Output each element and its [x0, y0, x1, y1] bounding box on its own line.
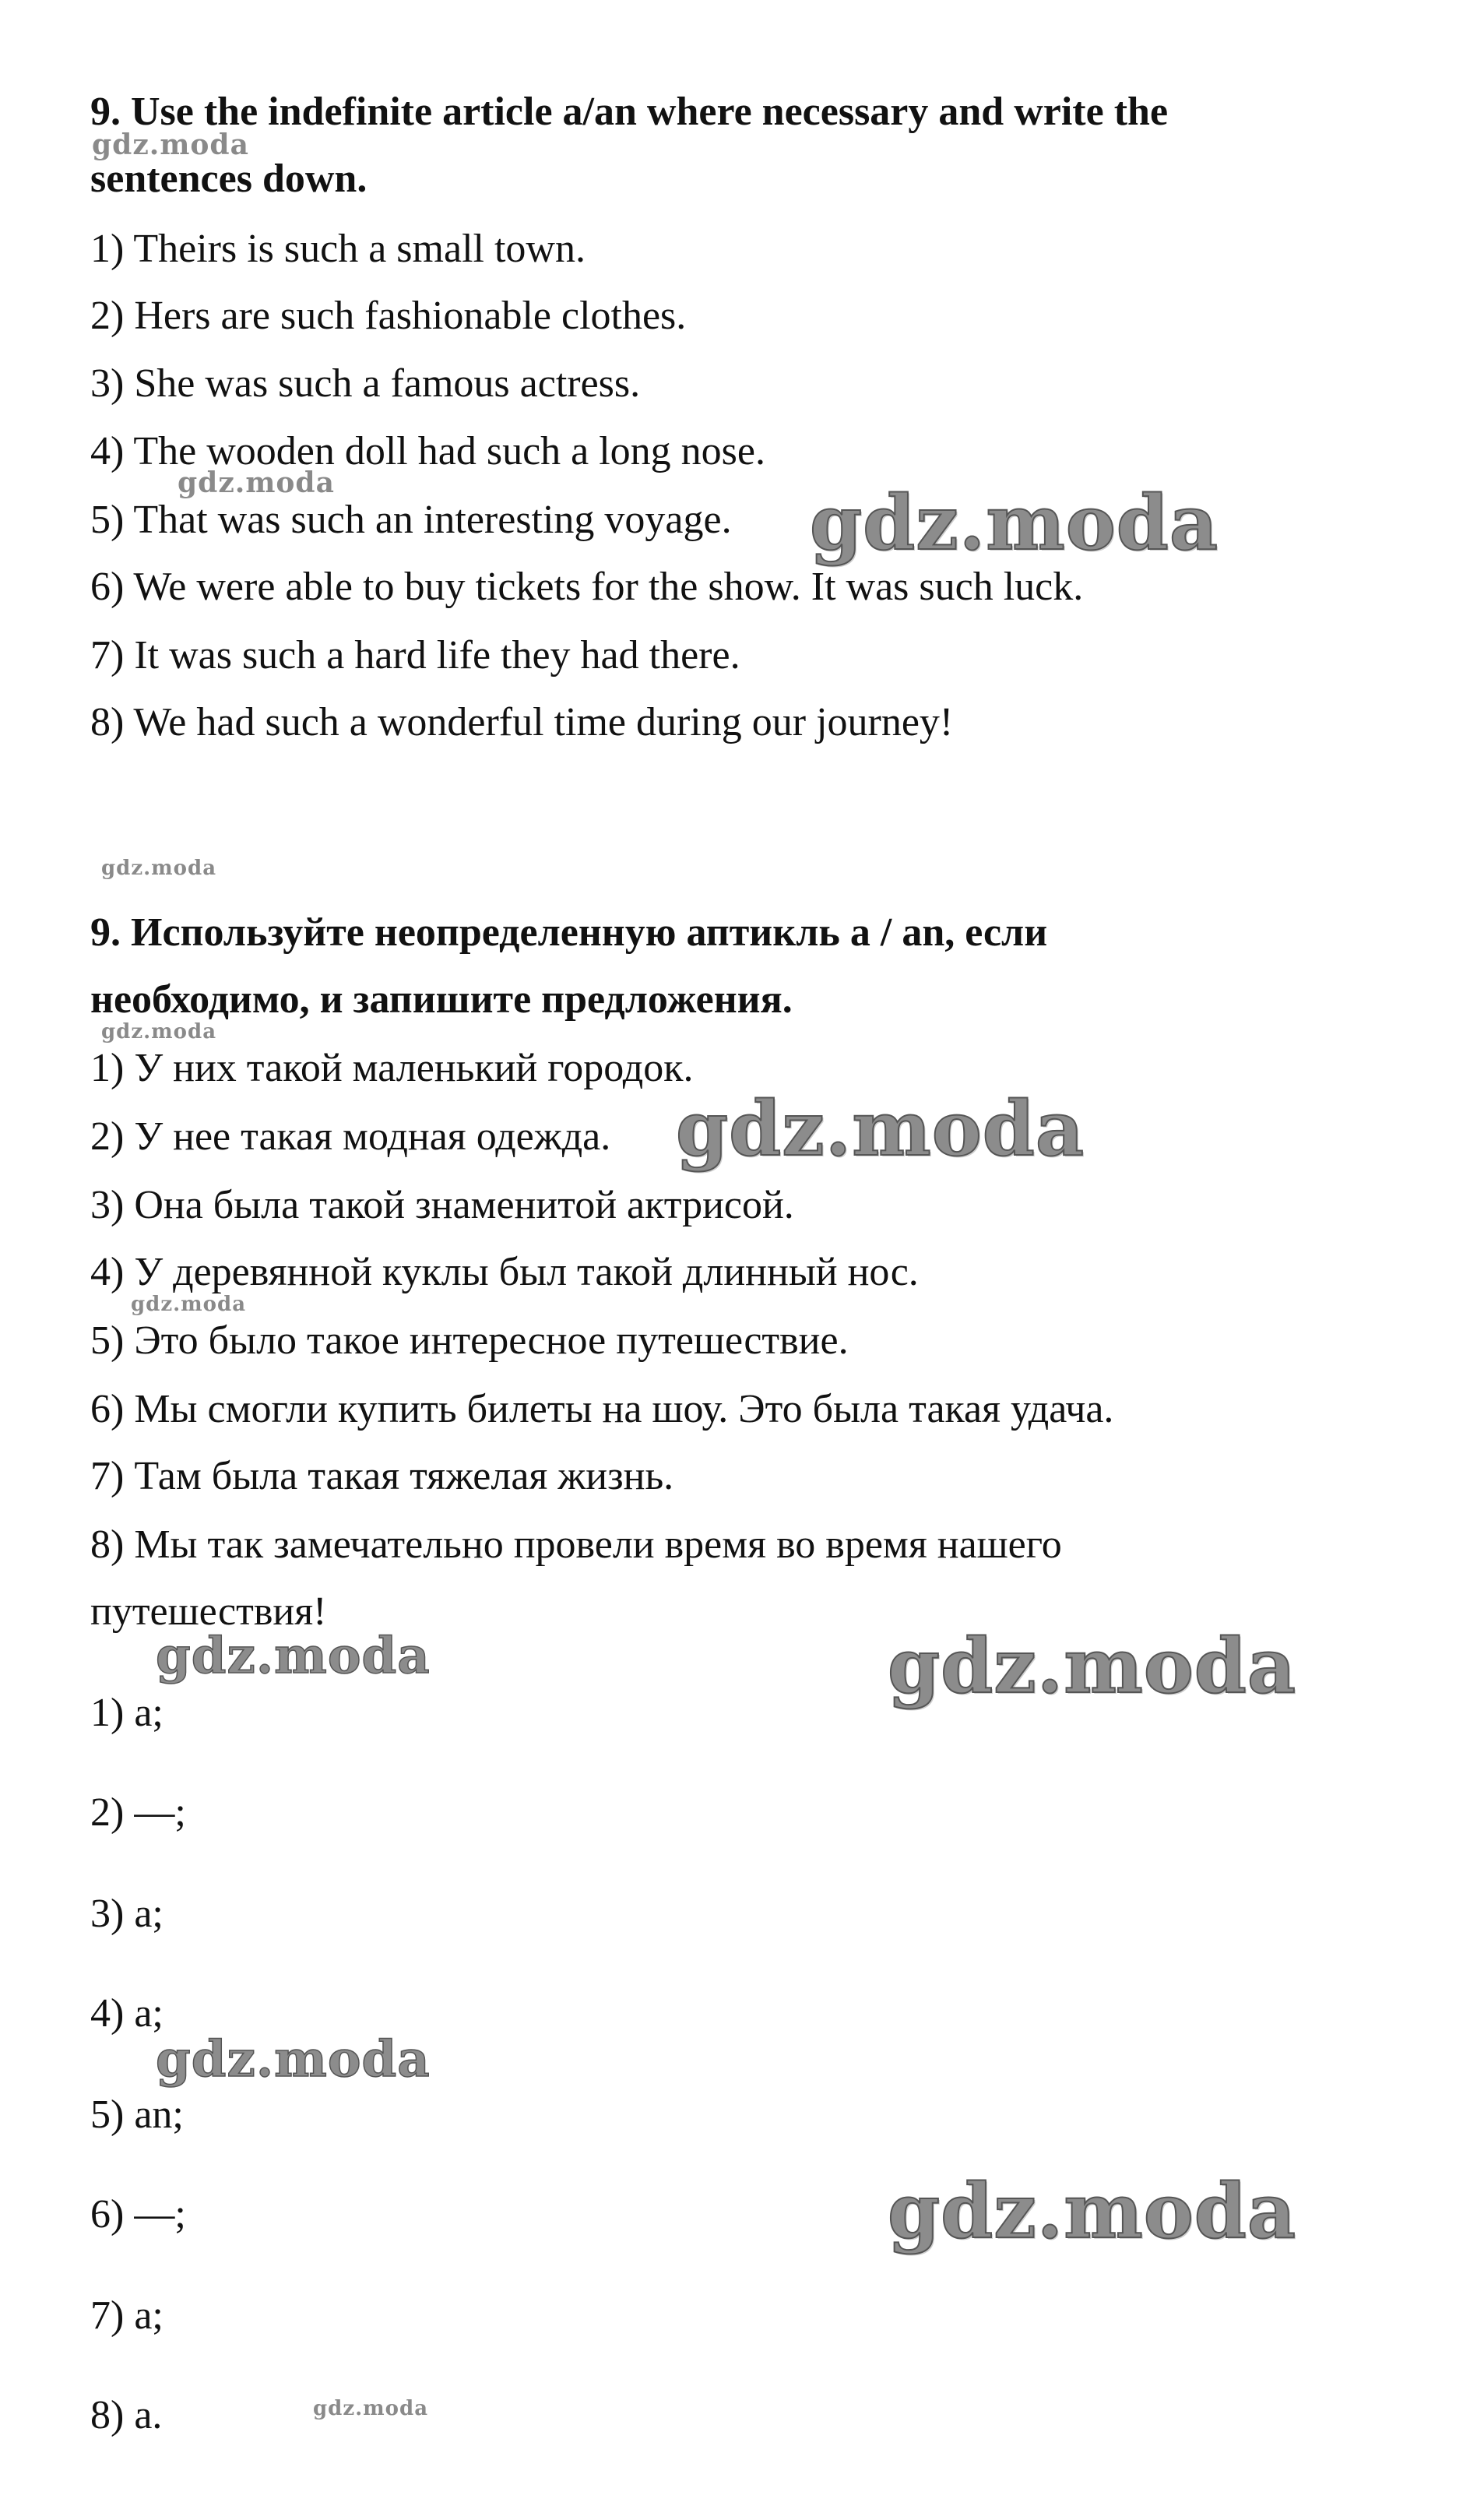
exercise-title-en-line2: sentences down. [90, 157, 368, 201]
sentence-en-8: 8) We had such a wonderful time during our journey! [90, 700, 954, 744]
watermark: gdz.moda [888, 1622, 1297, 1710]
watermark: gdz.moda [313, 2397, 429, 2420]
answer-2: 2) —; [90, 1790, 186, 1835]
watermark: gdz.moda [156, 2030, 431, 2089]
watermark: gdz.moda [888, 2167, 1297, 2255]
sentence-ru-7: 7) Там была такая тяжелая жизнь. [90, 1454, 674, 1498]
answer-8: 8) a. [90, 2393, 163, 2437]
answer-6: 6) —; [90, 2192, 186, 2237]
exercise-title-ru-line1: 9. Используйте неопределенную аптикль a / an, если [90, 910, 1048, 955]
answer-7: 7) a; [90, 2293, 164, 2338]
watermark: gdz.moda [101, 1020, 217, 1044]
sentence-ru-6: 6) Мы смогли купить билеты на шоу. Это была такая удача. [90, 1387, 1114, 1431]
sentence-ru-3: 3) Она была такой знаменитой актрисой. [90, 1183, 794, 1227]
sentence-en-1: 1) Theirs is such a small town. [90, 227, 586, 271]
sentence-ru-4: 4) У деревянной куклы был такой длинный нос. [90, 1250, 919, 1294]
exercise-title-ru-line2: необходимо, и запишите предложения. [90, 977, 793, 1022]
exercise-title-en-line1: 9. Use the indefinite article a/an where necessary and write the [90, 90, 1169, 134]
watermark: gdz.moda [676, 1085, 1085, 1173]
answer-5: 5) an; [90, 2092, 184, 2137]
watermark: gdz.moda [810, 479, 1219, 567]
watermark: gdz.moda [156, 1627, 431, 1685]
sentence-ru-5: 5) Это было такое интересное путешествие. [90, 1318, 849, 1363]
answer-4: 4) a; [90, 1991, 164, 2036]
sentence-en-7: 7) It was such a hard life they had there. [90, 633, 740, 678]
watermark: gdz.moda [131, 1293, 247, 1316]
answer-3: 3) a; [90, 1892, 164, 1936]
watermark: gdz.moda [101, 857, 217, 880]
sentence-en-2: 2) Hers are such fashionable clothes. [90, 294, 687, 338]
watermark: gdz.moda [178, 466, 335, 499]
sentence-ru-8: 8) Мы так замечательно провели время во время нашего [90, 1522, 1062, 1567]
watermark: gdz.moda [92, 128, 249, 161]
sentence-en-5: 5) That was such an interesting voyage. [90, 498, 732, 542]
sentence-ru-2: 2) У нее такая модная одежда. [90, 1114, 611, 1159]
answer-1: 1) a; [90, 1691, 164, 1735]
sentence-en-6: 6) We were able to buy tickets for the show. It was such luck. [90, 565, 1084, 609]
sentence-en-3: 3) She was such a famous actress. [90, 361, 641, 406]
sentence-ru-8-continued: путешествия! [90, 1589, 327, 1634]
sentence-ru-1: 1) У них такой маленький городок. [90, 1046, 694, 1090]
sentence-en-4: 4) The wooden doll had such a long nose. [90, 429, 765, 473]
